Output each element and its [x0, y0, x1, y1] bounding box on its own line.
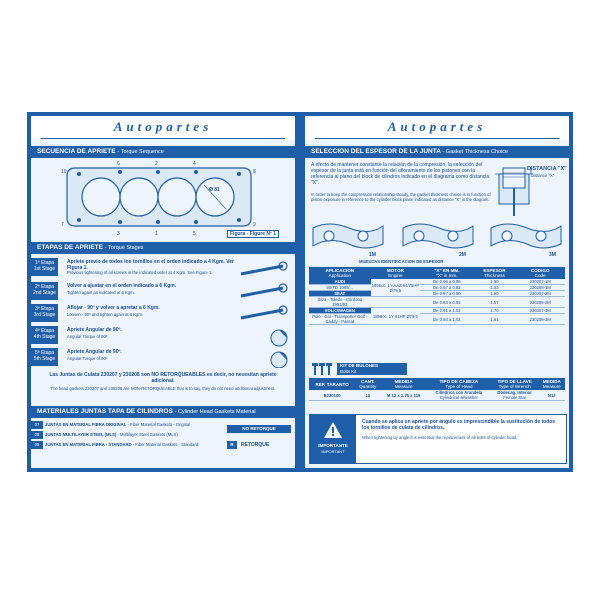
stage-text-en: Tighten again as indicated at 6 Kgm. [67, 290, 135, 295]
x-range: De 0.66 a 0.86 [420, 279, 473, 285]
thickness-value: 1.50 [474, 279, 516, 285]
stage-label-es: 4ª Etapa [34, 328, 55, 334]
col-header-es: MEDIDA [542, 379, 561, 384]
important-box [309, 414, 567, 464]
instruction-sheet [27, 112, 573, 472]
material-name-en: - Fiber Material Gaskets - Standard [132, 442, 199, 447]
material-number: 07 [31, 421, 43, 429]
bore-diameter: Ø 81 [209, 187, 220, 193]
torque-sequence-header [31, 146, 295, 158]
application-cell: Ibiza - Toledo - Córdoba 1991/93 [309, 297, 371, 308]
left-panel [31, 116, 295, 468]
bolt-number: 8 [253, 169, 256, 175]
r-tag: R [227, 441, 237, 449]
gasket-mark: 2M [459, 252, 466, 258]
bolt-number: 3 [117, 231, 120, 237]
stage-label-es: 5ª Etapa [34, 350, 55, 356]
brand-rule [41, 138, 285, 139]
bolt-number: 9 [253, 222, 256, 228]
bolt-wrench-size: N12 [539, 390, 565, 401]
bolts-table [309, 378, 565, 401]
stage-text-en: Loosen - 90º and tighten again at 6 Kgm. [67, 312, 144, 317]
thickness-title: SELECCION DEL ESPESOR DE LA JUNTA [311, 148, 441, 155]
brand-rule [315, 138, 559, 139]
stage-label-en: 3rd Stage [33, 312, 56, 318]
stage-label-es: 1ª Etapa [34, 260, 55, 266]
code-value: 230208-1M [515, 285, 565, 291]
bolt-number: 5 [193, 231, 196, 237]
material-name [45, 441, 198, 449]
x-range: De 0.91 a 1.02 [420, 308, 473, 314]
code-value: 230208-2M [515, 297, 565, 308]
bolt-measure: M 12 x 1.75 x 115 [380, 390, 427, 401]
col-header [309, 267, 371, 279]
thickness-header [305, 146, 569, 158]
material-name [45, 431, 178, 439]
important-text-en: When tightening by angle it is essential the replacement of all bolts of cylinder head. [362, 435, 518, 440]
bolt-head-type [427, 390, 491, 401]
important-badge [310, 415, 356, 463]
important-label-en: IMPORTANT [321, 449, 345, 454]
bolt-wrench-type-es: Dodecag. Interior [497, 390, 532, 395]
col-header [371, 267, 421, 279]
torque-sequence-subtitle: - Torque Sequence [117, 149, 164, 155]
col-header-en: Type of Wrench [498, 384, 531, 389]
intro-text-es: A efecto de mantener constante la relación de la compresión, la selección del espesor de la junta está en función del afloramiento de los pistones con la referencia al plano del block de cilindros indicado en el diagrama como distancia "X". [311, 162, 490, 186]
engine-cell: 1896cc. 1Y 61HP Ø79,5 [371, 308, 421, 325]
stage-label [31, 258, 58, 276]
col-header-en: Thickness [484, 273, 505, 278]
col-header-en: Engine [388, 273, 403, 278]
distance-label-en: Distance "X" [531, 173, 555, 178]
make-label: SEAT [309, 291, 371, 297]
col-header-es: CANT. [361, 379, 375, 384]
distance-label: DISTANCIA "X" [527, 166, 567, 172]
stage-text-es: Apriete Angular de 90º. [67, 327, 122, 333]
application-cell: 80/TD 1989/... [309, 285, 371, 291]
col-header-es: MEDIDA [394, 379, 413, 384]
bolt-ref: B230100 [309, 390, 355, 401]
col-header-en: Application [328, 273, 352, 278]
important-label: IMPORTANTE [318, 443, 348, 448]
materials-title: MATERIALES JUNTAS TAPA DE CILINDROS [37, 408, 173, 415]
bolt-head-type-en: Cylindrical w/washer [439, 395, 478, 400]
bolts-icon [311, 362, 333, 376]
bolts-kit-title-en: Bolts Kit [340, 369, 357, 374]
material-name [45, 421, 190, 429]
col-header [355, 378, 380, 390]
col-header-en: "X" in mm. [436, 273, 458, 278]
materials-header [31, 406, 295, 418]
stage-label [31, 304, 58, 322]
material-number: 05 [31, 441, 43, 449]
material-name-en: - Multilayer Steel Gaskets (MLS) [117, 432, 178, 437]
stage-text-en: Angular Torque of 90º [67, 356, 108, 361]
col-header [380, 378, 427, 390]
right-panel [305, 116, 569, 468]
bolts-row [309, 390, 565, 401]
col-header [474, 267, 516, 279]
col-header [309, 378, 355, 390]
col-header-en: Measure [394, 384, 413, 389]
thickness-value: 1.70 [474, 308, 516, 314]
torque-stages-subtitle: - Torque Stages [104, 245, 144, 251]
markings-caption: MUESCAS IDENTIFICACION DE ESPESOR [359, 259, 444, 264]
code-value: 230207-3M [515, 308, 565, 314]
col-header-en: Measure [542, 384, 561, 389]
x-range: De 0.93 a 1.02 [420, 314, 473, 325]
col-header-es: REF. TARANTO [315, 381, 349, 387]
bolt-number: 6 [117, 161, 120, 167]
stage-label-es: 2ª Etapa [34, 284, 55, 290]
col-header-es: TIPO DE CABEZA [439, 379, 479, 384]
warning-icon [323, 421, 343, 439]
stage-label-en: 5th Stage [33, 356, 56, 362]
gasket-mark: 3M [549, 252, 556, 258]
thickness-value: 1.57 [474, 297, 516, 308]
stage-label [31, 348, 58, 366]
stage-text-es: Aflojar - 90º y volver a apretar a 6 Kgm. [67, 305, 160, 311]
no-retorque-tag: NO RETORQUE [227, 425, 291, 433]
torque-stages-header [31, 242, 295, 254]
bolts-kit-title-es: KIT DE BULONES [340, 363, 379, 368]
materials-subtitle: - Cylinder Head Gaskets Material [174, 409, 256, 415]
thickness-value: 1.60 [474, 291, 516, 297]
col-header-en: Type of Head [445, 384, 473, 389]
non-retorque-warning-en: The head gaskets 230207 and 230208 are NON-RETORQUEABLE that is to say, they do not need additional adjustment. [50, 386, 276, 391]
col-header-es: CODIGO [530, 268, 550, 273]
gasket-mark: 1M [369, 252, 376, 258]
table-row [309, 297, 565, 308]
bolt-wrench-type [491, 390, 539, 401]
stage-text-es: Apriete previo de todos los tornillos en el orden indicado a 4 Kgm. Ver Figura 1. [67, 259, 234, 271]
bolt-wrench-type-en: Female Star [503, 395, 527, 400]
thickness-value: 1.61 [474, 314, 516, 325]
thickness-table [309, 267, 565, 325]
material-name-es: JUNTAS MULTILAYER STEEL (MLS) [45, 432, 117, 437]
thickness-table-header [309, 267, 565, 279]
stage-label-es: 3ª Etapa [34, 306, 55, 312]
col-header [515, 267, 565, 279]
bolt-number: 4 [193, 161, 196, 167]
code-value: 230207-1M [515, 279, 565, 285]
stage-text-en: Angular Torque of 90º [67, 334, 108, 339]
brand-title: Autopartes [305, 116, 569, 140]
thickness-value: 1.53 [474, 285, 516, 291]
important-text-es: Cuando se aplica un apriete por ángulo es imprescindible la sustitución de todos los tornillos de culata de cilindros. [362, 419, 556, 431]
col-header-es: APLICACION [325, 268, 355, 273]
torque-wrench-illustrations [239, 260, 291, 368]
stage-label [31, 282, 58, 300]
col-header-en: Quantity [359, 384, 377, 389]
col-header-es: ESPESOR [483, 268, 506, 273]
thickness-subtitle: - Gasket Thickness Choice [442, 149, 509, 155]
non-retorque-warning-es: Las Juntas de Culata 230207 y 230208 son NO RETORQUEABLES es decir, no necesitan apriete adicional. [49, 372, 277, 384]
col-header [427, 378, 491, 390]
material-name-en: - Fiber Material Gaskets - Original [127, 422, 191, 427]
col-header-es: TIPO DE LLAVE [497, 379, 532, 384]
material-number: 08 [31, 431, 43, 439]
make-label: VOLKSWAGEN [309, 308, 371, 314]
bolt-head-type-es: Cilíndrica con Arandela [435, 390, 483, 395]
stage-text-es: Apriete Angular de 90º. [67, 349, 122, 355]
torque-sequence-title: SECUENCIA DE APRIETE [37, 148, 116, 155]
stage-label-en: 4th Stage [33, 334, 56, 340]
torque-stages-title: ETAPAS DE APRIETE [37, 244, 103, 251]
x-range: De 0.83 a 0.92 [420, 297, 473, 308]
bolt-number: 7 [61, 222, 64, 228]
material-name-es: JUNTAS EN MATERIAL FIBRA ORIGINAL [45, 422, 127, 427]
bolt-quantity: 10 [355, 390, 380, 401]
stage-label [31, 326, 58, 344]
col-header-en: Code [534, 273, 546, 278]
brand-title: Autopartes [31, 116, 295, 140]
gasket-diagram [59, 160, 259, 238]
bolt-number: 1 [155, 231, 158, 237]
stage-text-es: Volver a ajustar en el orden indicado a 6 Kgm. [67, 283, 177, 289]
bolts-table-header [309, 378, 565, 390]
bolt-number: 10 [61, 169, 67, 175]
x-range: De 0.67 a 0.82 [420, 285, 473, 291]
engine-cell: 1896cc. 1Y-AAZ 64/75HP Ø79,5 [371, 279, 421, 297]
gasket-marks-illustration [309, 218, 565, 258]
stage-label-en: 1st Stage [33, 266, 56, 272]
col-header [491, 378, 539, 390]
material-name-es: JUNTAS EN MATERIAL FIBRA - STANDARD [45, 442, 132, 447]
bolt-number: 2 [155, 161, 158, 167]
stage-label-en: 2nd Stage [33, 290, 56, 296]
bolts-kit-title [337, 363, 407, 375]
retorque-label: RETORQUE [241, 442, 270, 448]
figure-caption: Figura - Figure Nº 1 [227, 230, 279, 238]
col-header [420, 267, 473, 279]
code-value: 230207-2M [515, 291, 565, 297]
col-header [539, 378, 565, 390]
stage-text-en: Previous tightening of all screws in the indicated order at 4 Kgm. See Figure 1. [67, 270, 213, 275]
application-cell: Polo - Gol - Transporter Golf - Caddy - Passat [309, 314, 371, 325]
table-row [309, 314, 565, 325]
x-range: De 0.87 a 0.90 [420, 291, 473, 297]
col-header-es: MOTOR [386, 268, 404, 273]
make-label: AUDI [309, 279, 371, 285]
code-value: 230208-3M [515, 314, 565, 325]
col-header-es: "X" EN MM. [434, 268, 460, 273]
intro-text-en: In order to keep the compression relationship steady, the gasket thickness choice is in function of piston exposure in reference to the cylinder block plane indicated as distance "X" in the diagram. [311, 192, 491, 202]
